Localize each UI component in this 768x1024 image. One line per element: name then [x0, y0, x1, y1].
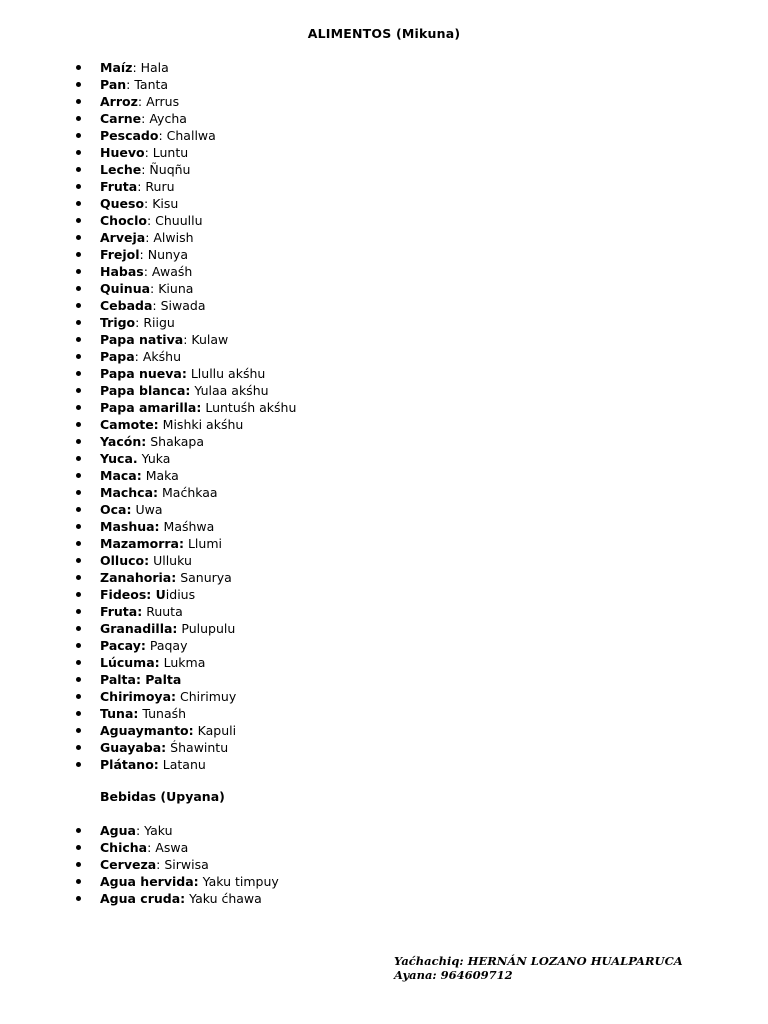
item-term: Cebada: [100, 298, 153, 313]
item-translation: Aswa: [155, 840, 189, 855]
list-item: [74, 671, 296, 688]
item-term: Fruta:: [100, 604, 143, 619]
bullet-icon: [76, 456, 81, 461]
bullet-icon: [76, 473, 81, 478]
bullet-icon: [76, 490, 81, 495]
item-translation: Uwa: [135, 502, 163, 517]
item-separator: :: [137, 94, 147, 109]
item-translation: Akśhu: [142, 349, 181, 364]
list-item: [74, 722, 296, 739]
signature-name: Yaćhachiq: HERNÁN LOZANO HUALPARUCA: [394, 954, 683, 968]
item-term: Pescado: [100, 128, 159, 143]
bullet-icon: [76, 82, 81, 87]
item-translation: Pulupulu: [181, 621, 236, 636]
item-term: Machca:: [100, 485, 159, 500]
item-translation: Śhawintu: [170, 740, 229, 755]
bullet-icon: [76, 218, 81, 223]
list-item: [74, 331, 296, 348]
list-item: [74, 535, 296, 552]
item-translation: Sanurya: [180, 570, 232, 585]
item-translation: Kapuli: [197, 723, 237, 738]
item-translation: Yaku timpuy: [202, 874, 279, 889]
item-translation: Aycha: [149, 111, 187, 126]
item-translation: Maćhkaa: [162, 485, 218, 500]
item-translation: Luntu: [152, 145, 189, 160]
item-separator: :: [144, 196, 153, 211]
list-item: [74, 586, 296, 603]
item-translation: Maka: [145, 468, 179, 483]
item-translation: Llumi: [187, 536, 222, 551]
bullet-icon: [76, 99, 81, 104]
item-separator: :: [141, 162, 150, 177]
bullet-icon: [76, 711, 81, 716]
bullet-icon: [76, 303, 81, 308]
item-translation: Tanta: [134, 77, 169, 92]
list-item: [74, 501, 296, 518]
item-term: Agua: [100, 823, 136, 838]
list-item: [74, 399, 296, 416]
bullet-icon: [76, 371, 81, 376]
item-translation: Ulluku: [153, 553, 192, 568]
page-title: ALIMENTOS (Mikuna): [307, 26, 461, 41]
item-term: Maíz: [100, 60, 133, 75]
item-translation: Yaku ćhawa: [189, 891, 262, 906]
item-term: Arveja: [100, 230, 146, 245]
item-term: Huevo: [100, 145, 145, 160]
item-term: Yuca.: [100, 451, 138, 466]
item-term: Carne: [100, 111, 142, 126]
item-term: Fideos: U: [100, 587, 166, 602]
list-item: [74, 127, 296, 144]
item-separator: :: [146, 213, 156, 228]
item-translation: Kulaw: [191, 332, 229, 347]
item-term: Yacón:: [100, 434, 147, 449]
item-separator: :: [135, 823, 145, 838]
item-term: Agua cruda:: [100, 891, 186, 906]
bullet-icon: [76, 235, 81, 240]
drinks-heading: Bebidas (Upyana): [100, 789, 225, 804]
list-item: [74, 688, 296, 705]
item-translation: Challwa: [166, 128, 216, 143]
item-term: Camote:: [100, 417, 159, 432]
item-term: Tuna:: [100, 706, 139, 721]
item-translation: Tunaśh: [142, 706, 187, 721]
list-item: [74, 178, 296, 195]
item-term: Aguaymanto:: [100, 723, 194, 738]
item-translation: Arrus: [146, 94, 180, 109]
bullet-icon: [76, 575, 81, 580]
item-term: Zanahoria:: [100, 570, 177, 585]
item-translation: Sirwisa: [164, 857, 209, 872]
item-separator: :: [141, 111, 150, 126]
list-item: [74, 76, 296, 93]
bullet-icon: [76, 896, 81, 901]
bullet-icon: [76, 167, 81, 172]
item-separator: :: [150, 281, 159, 296]
bullet-icon: [76, 592, 81, 597]
item-term: Papa nueva:: [100, 366, 187, 381]
bullet-icon: [76, 694, 81, 699]
list-item: [74, 484, 296, 501]
item-translation: Chirimuy: [180, 689, 237, 704]
item-term: Olluco:: [100, 553, 150, 568]
list-item: [74, 552, 296, 569]
list-item: [74, 856, 279, 873]
list-item: [74, 450, 296, 467]
item-translation: Mishki akśhu: [162, 417, 244, 432]
list-item: [74, 161, 296, 178]
list-item: [74, 93, 296, 110]
bullet-icon: [76, 405, 81, 410]
item-translation: idius: [165, 587, 196, 602]
item-separator: :: [143, 264, 152, 279]
item-term: Arroz: [100, 94, 138, 109]
list-item: [74, 637, 296, 654]
item-term: Mashua:: [100, 519, 160, 534]
bullet-icon: [76, 828, 81, 833]
item-translation: Alwish: [153, 230, 194, 245]
list-item: [74, 229, 296, 246]
item-term: Queso: [100, 196, 145, 211]
item-term: Trigo: [100, 315, 136, 330]
item-separator: :: [134, 349, 143, 364]
bullet-icon: [76, 65, 81, 70]
list-item: [74, 620, 296, 637]
item-term: Chirimoya:: [100, 689, 177, 704]
item-translation: Hala: [140, 60, 169, 75]
item-term: Plátano:: [100, 757, 159, 772]
item-translation: Siwada: [160, 298, 206, 313]
drinks-list: [74, 822, 279, 907]
item-translation: Yuka: [141, 451, 171, 466]
item-term: Papa amarilla:: [100, 400, 202, 415]
list-item: [74, 433, 296, 450]
item-translation: Maśhwa: [163, 519, 215, 534]
item-translation: Paqay: [149, 638, 188, 653]
bullet-icon: [76, 862, 81, 867]
item-term: Mazamorra:: [100, 536, 184, 551]
bullet-icon: [76, 524, 81, 529]
list-item: [74, 603, 296, 620]
bullet-icon: [76, 320, 81, 325]
item-translation: Yaku: [144, 823, 173, 838]
list-item: [74, 382, 296, 399]
item-term: Quinua: [100, 281, 151, 296]
item-separator: :: [137, 179, 146, 194]
list-item: [74, 144, 296, 161]
list-item: [74, 416, 296, 433]
bullet-icon: [76, 388, 81, 393]
list-item: [74, 59, 296, 76]
item-separator: :: [152, 298, 161, 313]
bullet-icon: [76, 728, 81, 733]
item-separator: :: [139, 247, 148, 262]
item-translation: Kiuna: [158, 281, 194, 296]
item-separator: :: [147, 840, 156, 855]
item-separator: :: [135, 315, 144, 330]
list-item: [74, 739, 296, 756]
item-translation: Yulaa akśhu: [194, 383, 269, 398]
list-item: [74, 569, 296, 586]
food-list: [74, 59, 296, 773]
bullet-icon: [76, 269, 81, 274]
bullet-icon: [76, 660, 81, 665]
bullet-icon: [76, 762, 81, 767]
list-item: [74, 263, 296, 280]
list-item: [74, 873, 279, 890]
item-term: Agua hervida:: [100, 874, 199, 889]
item-translation: Awaśh: [151, 264, 193, 279]
item-separator: :: [144, 145, 153, 160]
bullet-icon: [76, 184, 81, 189]
bullet-icon: [76, 845, 81, 850]
list-item: [74, 110, 296, 127]
list-item: [74, 280, 296, 297]
item-term: Leche: [100, 162, 142, 177]
item-separator: :: [132, 60, 141, 75]
item-translation: Nunya: [147, 247, 188, 262]
item-term: Papa blanca:: [100, 383, 191, 398]
list-item: [74, 365, 296, 382]
author-signature: [394, 954, 683, 982]
bullet-icon: [76, 133, 81, 138]
item-term: Cerveza: [100, 857, 157, 872]
item-term: Fruta: [100, 179, 138, 194]
bullet-icon: [76, 422, 81, 427]
item-term: Habas: [100, 264, 144, 279]
bullet-icon: [76, 337, 81, 342]
bullet-icon: [76, 507, 81, 512]
item-translation: Lukma: [163, 655, 206, 670]
item-translation: Llullu akśhu: [190, 366, 266, 381]
bullet-icon: [76, 643, 81, 648]
list-item: [74, 314, 296, 331]
item-translation: Ruuta: [146, 604, 183, 619]
list-item: [74, 822, 279, 839]
list-item: [74, 705, 296, 722]
item-term: Maca:: [100, 468, 142, 483]
item-term: Choclo: [100, 213, 147, 228]
bullet-icon: [76, 677, 81, 682]
list-item: [74, 297, 296, 314]
item-term: Lúcuma:: [100, 655, 160, 670]
item-term: Oca:: [100, 502, 132, 517]
bullet-icon: [76, 439, 81, 444]
bullet-icon: [76, 626, 81, 631]
list-item: [74, 890, 279, 907]
bullet-icon: [76, 541, 81, 546]
bullet-icon: [76, 745, 81, 750]
item-term: Granadilla:: [100, 621, 178, 636]
item-term: Pan: [100, 77, 127, 92]
item-separator: :: [183, 332, 192, 347]
list-item: [74, 467, 296, 484]
item-translation: Chuullu: [155, 213, 203, 228]
bullet-icon: [76, 252, 81, 257]
item-translation: Luntuśh akśhu: [205, 400, 297, 415]
item-translation: Latanu: [162, 757, 206, 772]
list-item: [74, 348, 296, 365]
item-term: Pacay:: [100, 638, 146, 653]
item-separator: :: [156, 857, 165, 872]
bullet-icon: [76, 879, 81, 884]
item-translation: Shakapa: [150, 434, 205, 449]
item-term: Frejol: [100, 247, 140, 262]
bullet-icon: [76, 354, 81, 359]
item-separator: :: [126, 77, 135, 92]
list-item: [74, 518, 296, 535]
item-separator: :: [145, 230, 154, 245]
item-translation: Kisu: [152, 196, 179, 211]
list-item: [74, 195, 296, 212]
item-term: Palta: Palta: [100, 672, 182, 687]
list-item: [74, 246, 296, 263]
list-item: [74, 212, 296, 229]
item-separator: :: [158, 128, 167, 143]
list-item: [74, 839, 279, 856]
signature-phone: Ayana: 964609712: [394, 968, 513, 982]
bullet-icon: [76, 150, 81, 155]
item-term: Papa: [100, 349, 135, 364]
bullet-icon: [76, 609, 81, 614]
bullet-icon: [76, 558, 81, 563]
bullet-icon: [76, 116, 81, 121]
item-term: Chicha: [100, 840, 148, 855]
bullet-icon: [76, 201, 81, 206]
bullet-icon: [76, 286, 81, 291]
item-translation: Riigu: [143, 315, 175, 330]
list-item: [74, 654, 296, 671]
list-item: [74, 756, 296, 773]
item-term: Guayaba:: [100, 740, 167, 755]
item-translation: Ruru: [145, 179, 175, 194]
item-translation: Ñuqñu: [149, 162, 191, 177]
item-term: Papa nativa: [100, 332, 184, 347]
